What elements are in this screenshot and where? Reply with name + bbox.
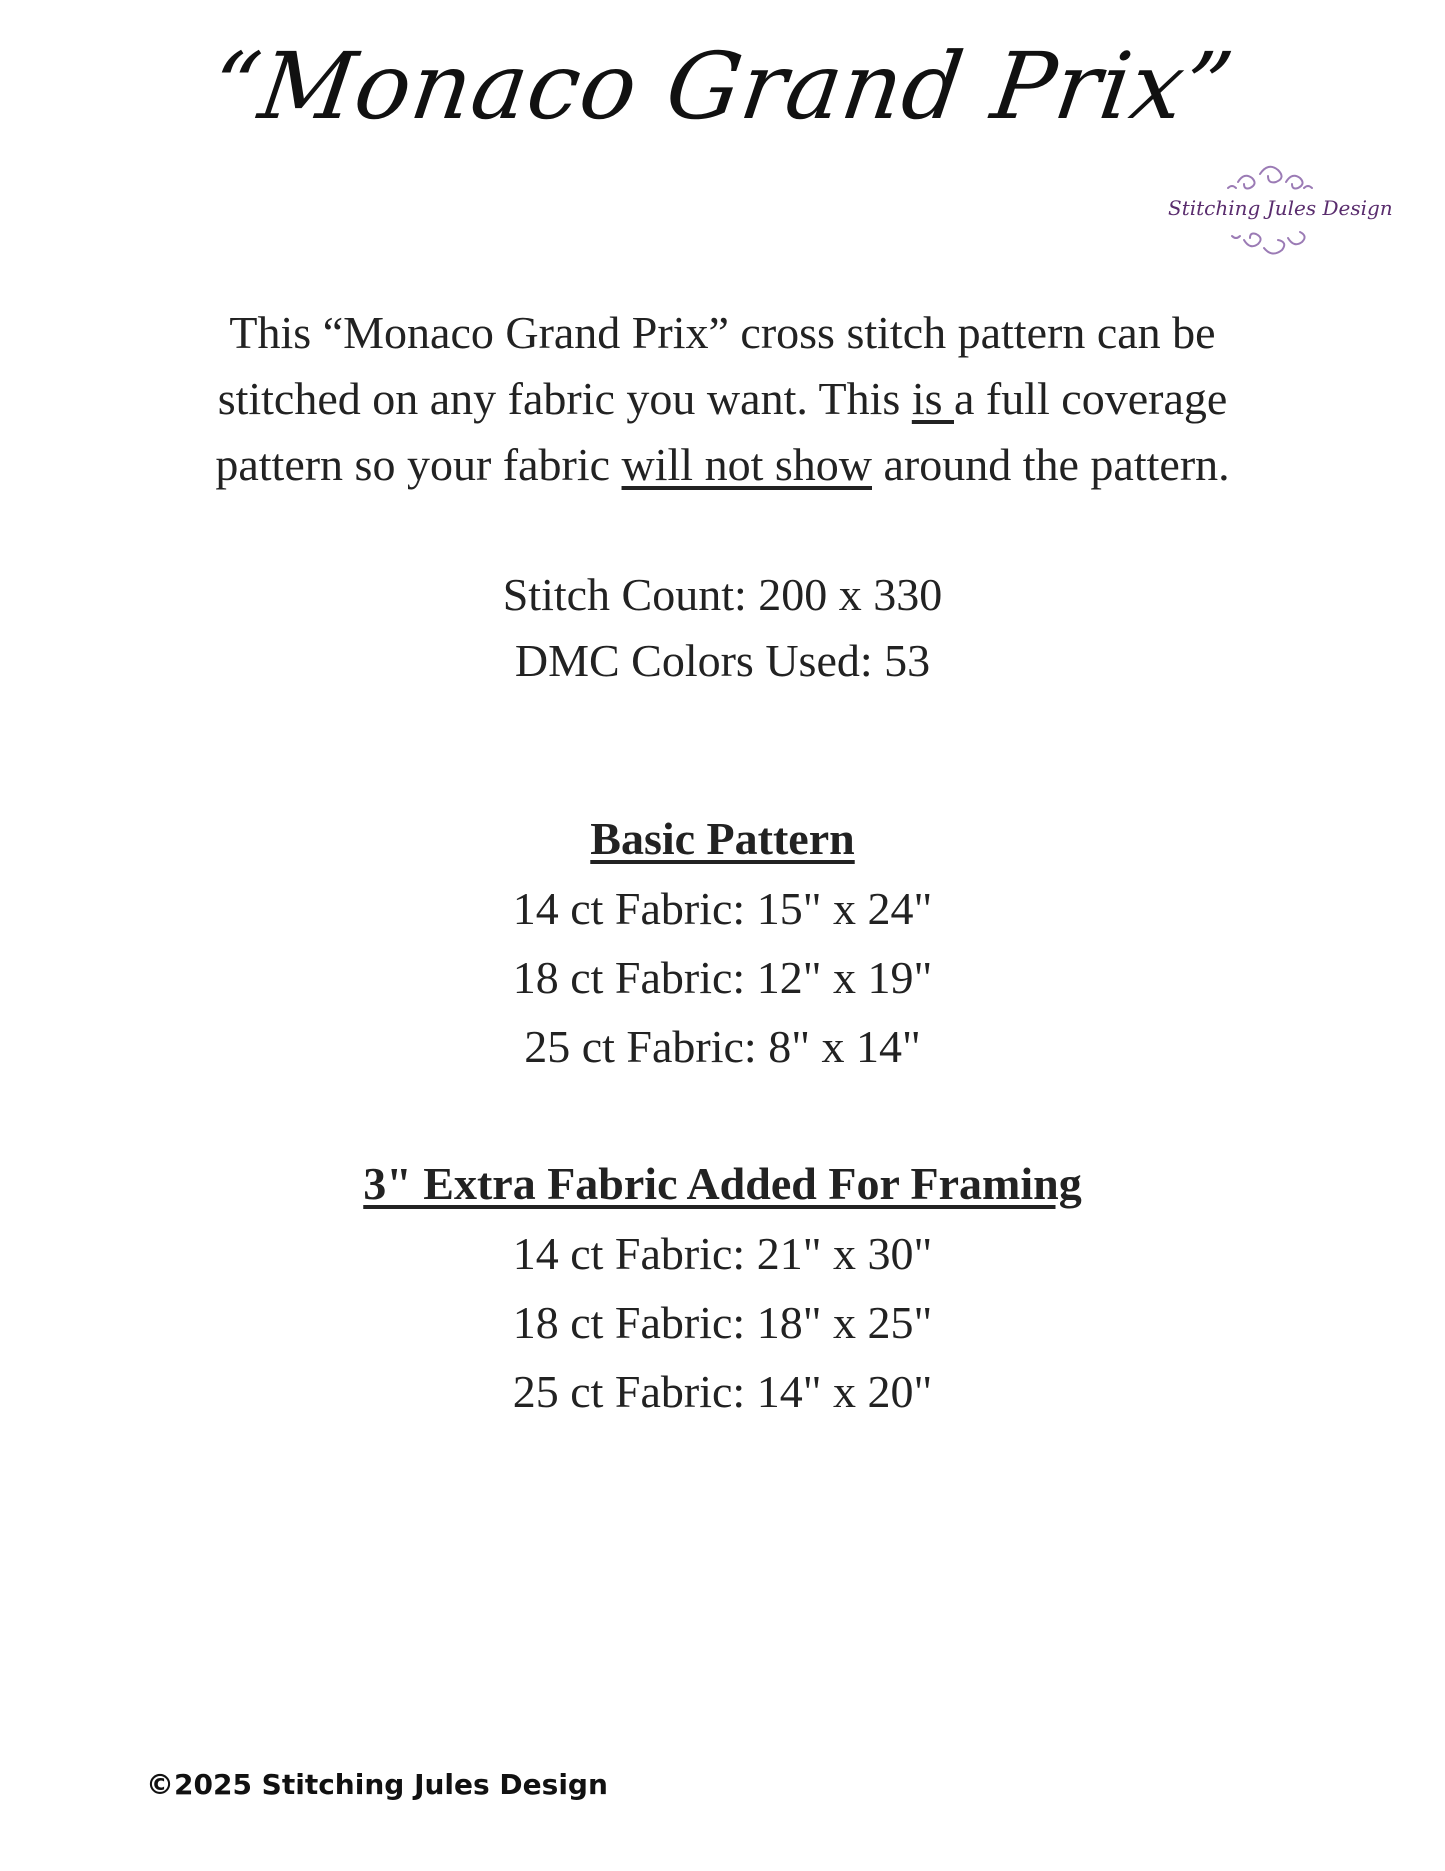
intro-paragraph [0, 300, 1445, 498]
framing-heading: 3" Extra Fabric Added For Framing [363, 1158, 1082, 1209]
intro-text: a full coverage [954, 373, 1228, 424]
intro-emphasis: is [911, 373, 954, 424]
page-title: “Monaco Grand Prix” [205, 33, 1240, 140]
basic-pattern-heading: Basic Pattern [590, 813, 855, 864]
framing-line: 18 ct Fabric: 18" x 25" [512, 1297, 933, 1348]
basic-pattern-line: 25 ct Fabric: 8" x 14" [524, 1021, 921, 1072]
pattern-stats [0, 562, 1445, 694]
basic-pattern-section [0, 804, 1445, 1081]
intro-line-3 [0, 432, 1445, 498]
dmc-colors: DMC Colors Used: 53 [514, 635, 931, 686]
brand-logo [1168, 152, 1393, 272]
copyright-footer: ©2025 Stitching Jules Design [146, 1768, 608, 1801]
intro-emphasis: will not show [621, 439, 872, 490]
logo-text: Stitching Jules Design [1168, 196, 1393, 220]
intro-text: pattern so your fabric [215, 439, 622, 490]
framing-line: 14 ct Fabric: 21" x 30" [512, 1228, 933, 1279]
intro-line-2 [0, 366, 1445, 432]
stitch-count: Stitch Count: 200 x 330 [502, 569, 943, 620]
intro-line-1: This “Monaco Grand Prix” cross stitch pattern can be [229, 307, 1216, 358]
basic-pattern-line: 18 ct Fabric: 12" x 19" [512, 952, 933, 1003]
intro-text: around the pattern. [872, 439, 1230, 490]
framing-line: 25 ct Fabric: 14" x 20" [512, 1366, 933, 1417]
intro-text: stitched on any fabric you want. This [217, 373, 912, 424]
basic-pattern-line: 14 ct Fabric: 15" x 24" [512, 883, 933, 934]
framing-section [0, 1149, 1445, 1426]
